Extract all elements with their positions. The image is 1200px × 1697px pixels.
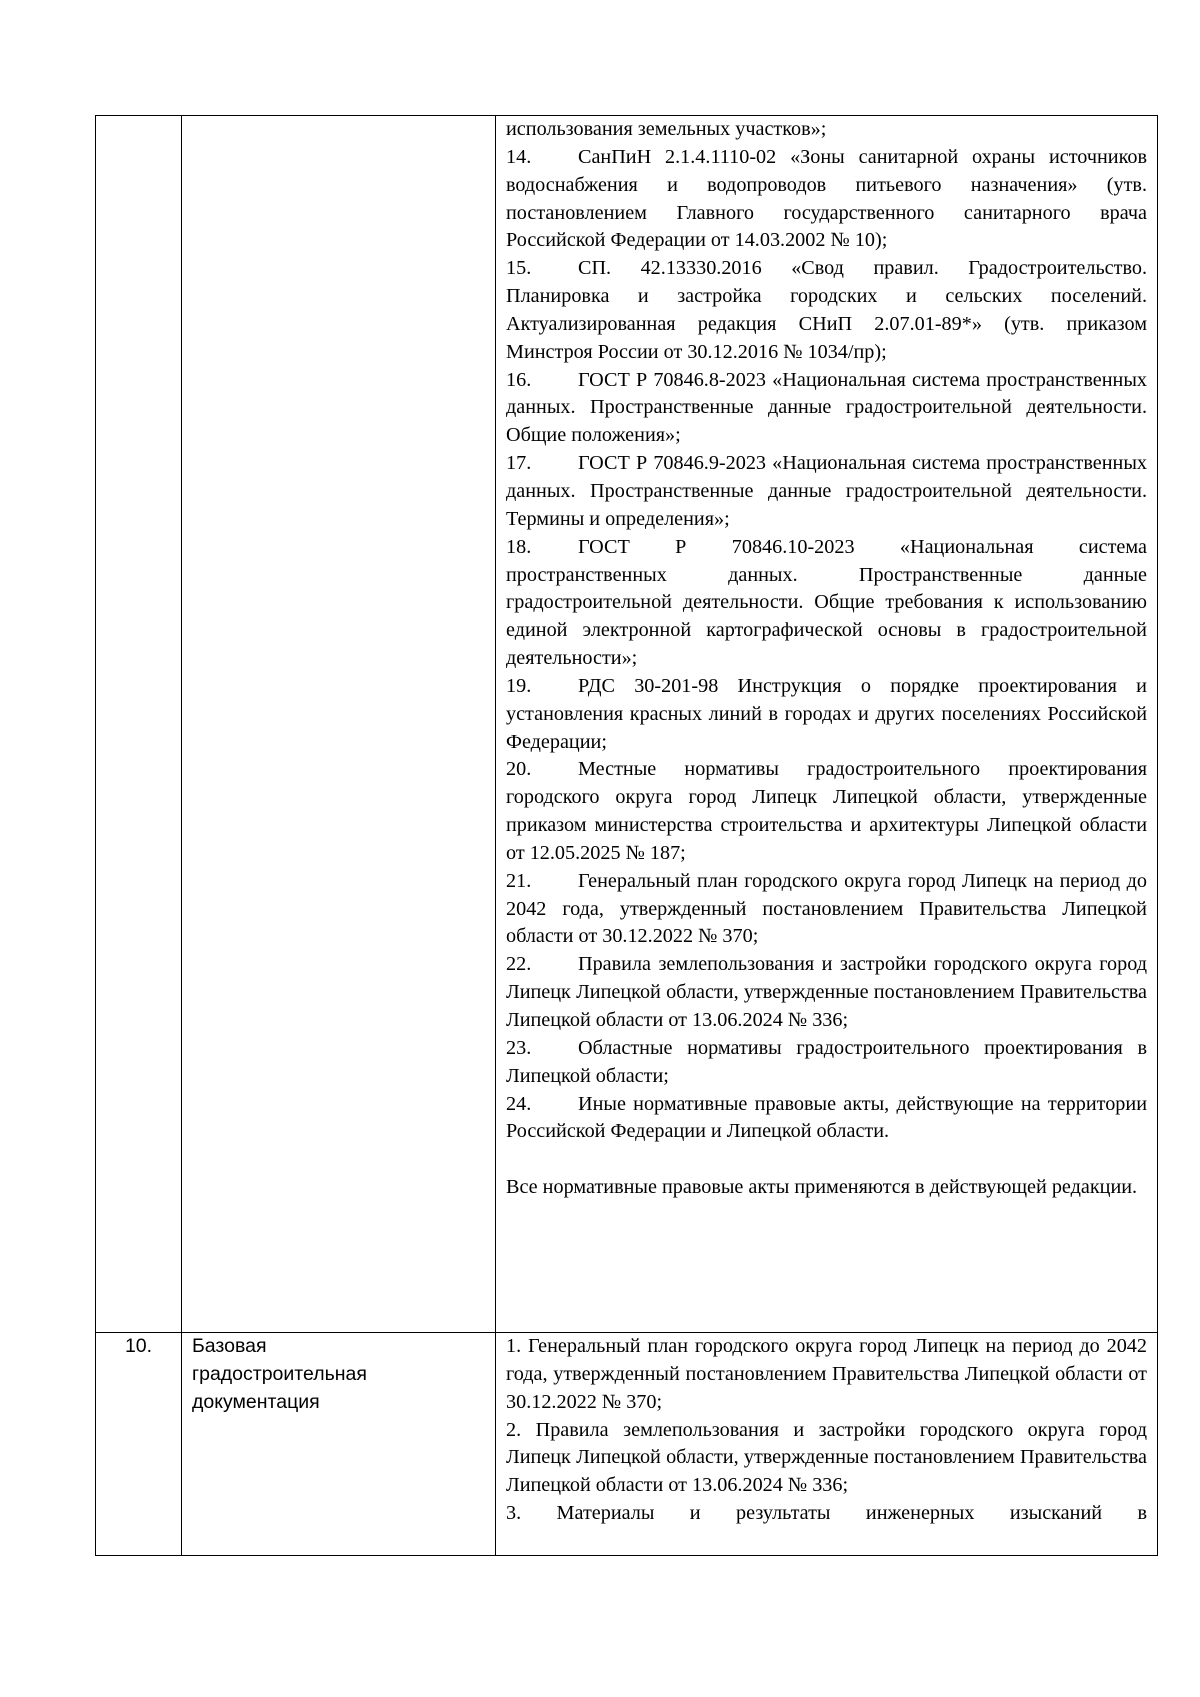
list-item: 16. ГОСТ Р 70846.8-2023 «Национальная система пространственных данных. Пространственные данные градостроительной деятельности. Общие положения»; [506, 368, 1147, 447]
row-name-cell [182, 116, 496, 1333]
list-item: 14. СанПиН 2.1.4.1110-02 «Зоны санитарной охраны источников водоснабжения и водопроводов питьевого назначения» (утв. постановлением Главного государственного санитарного врача Российской Федерации от 14.03.2002 № 10); [506, 145, 1147, 252]
list-item: 18. ГОСТ Р 70846.10-2023 «Национальная система пространственных данных. Пространственные данные градостроительной деятельности. Общие требования к использованию единой электронной картографической основы в градостроительной деятельности»; [506, 535, 1147, 670]
blank-line [506, 1146, 1147, 1174]
list-item: 22. Правила землепользования и застройки городского округа город Липецк Липецкой области, утвержденные постановлением Правительства Липецкой области от 13.06.2024 № 336; [506, 953, 1147, 1031]
list-item: 19. РДС 30-201-98 Инструкция о порядке проектирования и установления красных линий в городах и других поселениях Российской Федерации; [506, 674, 1147, 753]
list-item: 24. Иные нормативные правовые акты, действующие на территории Российской Федерации и Липецкой области. [506, 1092, 1147, 1143]
table-row [96, 1333, 1158, 1556]
list-item: 17. ГОСТ Р 70846.9-2023 «Национальная система пространственных данных. Пространственные данные градостроительной деятельности. Термины и определения»; [506, 452, 1147, 530]
closing-note: Все нормативные правовые акты применяются в действующей редакции. [506, 1176, 1138, 1199]
list-item: 2. Правила землепользования и застройки городского округа город Липецк Липецкой области, утвержденные постановлением Правительства Липецкой области от 13.06.2024 № 336; [506, 1418, 1147, 1497]
list-item: 20. Местные нормативы градостроительного проектирования городского округа город Липецк Липецкой области, утвержденные приказом министерства строительства и архитектуры Липецкой области от 12.05.2025 № 187; [506, 758, 1147, 864]
row-content-cell [496, 1333, 1158, 1556]
row-name-line: Базовая [192, 1335, 267, 1357]
row-number-cell: 10. [96, 1333, 182, 1556]
row-content-cell [496, 116, 1158, 1333]
continued-text: использования земельных участков»; [506, 118, 827, 140]
row-name-line: градостроительная [192, 1362, 367, 1385]
list-item: 21. Генеральный план городского округа город Липецк на период до 2042 года, утвержденный постановлением Правительства Липецкой области от 30.12.2022 № 370; [506, 869, 1147, 948]
list-item: 1. Генеральный план городского округа город Липецк на период до 2042 года, утвержденный постановлением Правительства Липецкой области от 30.12.2022 № 370; [506, 1335, 1147, 1413]
table-row [96, 116, 1158, 1333]
requirements-table [95, 115, 1158, 1556]
row-name-cell [182, 1333, 496, 1556]
list-item: 15. СП. 42.13330.2016 «Свод правил. Градостроительство. Планировка и застройка городских и сельских поселений. Актуализированная редакция СНиП 2.07.01-89*» (утв. приказом Минстроя России от 30.12.2016 № 1034/пр); [506, 257, 1147, 363]
row-number-cell [96, 116, 182, 1333]
row-name-line: документация [192, 1390, 320, 1413]
list-item: 23. Областные нормативы градостроительного проектирования в Липецкой области; [506, 1036, 1147, 1087]
list-item: 3. Материалы и результаты инженерных изысканий в [506, 1502, 1147, 1525]
